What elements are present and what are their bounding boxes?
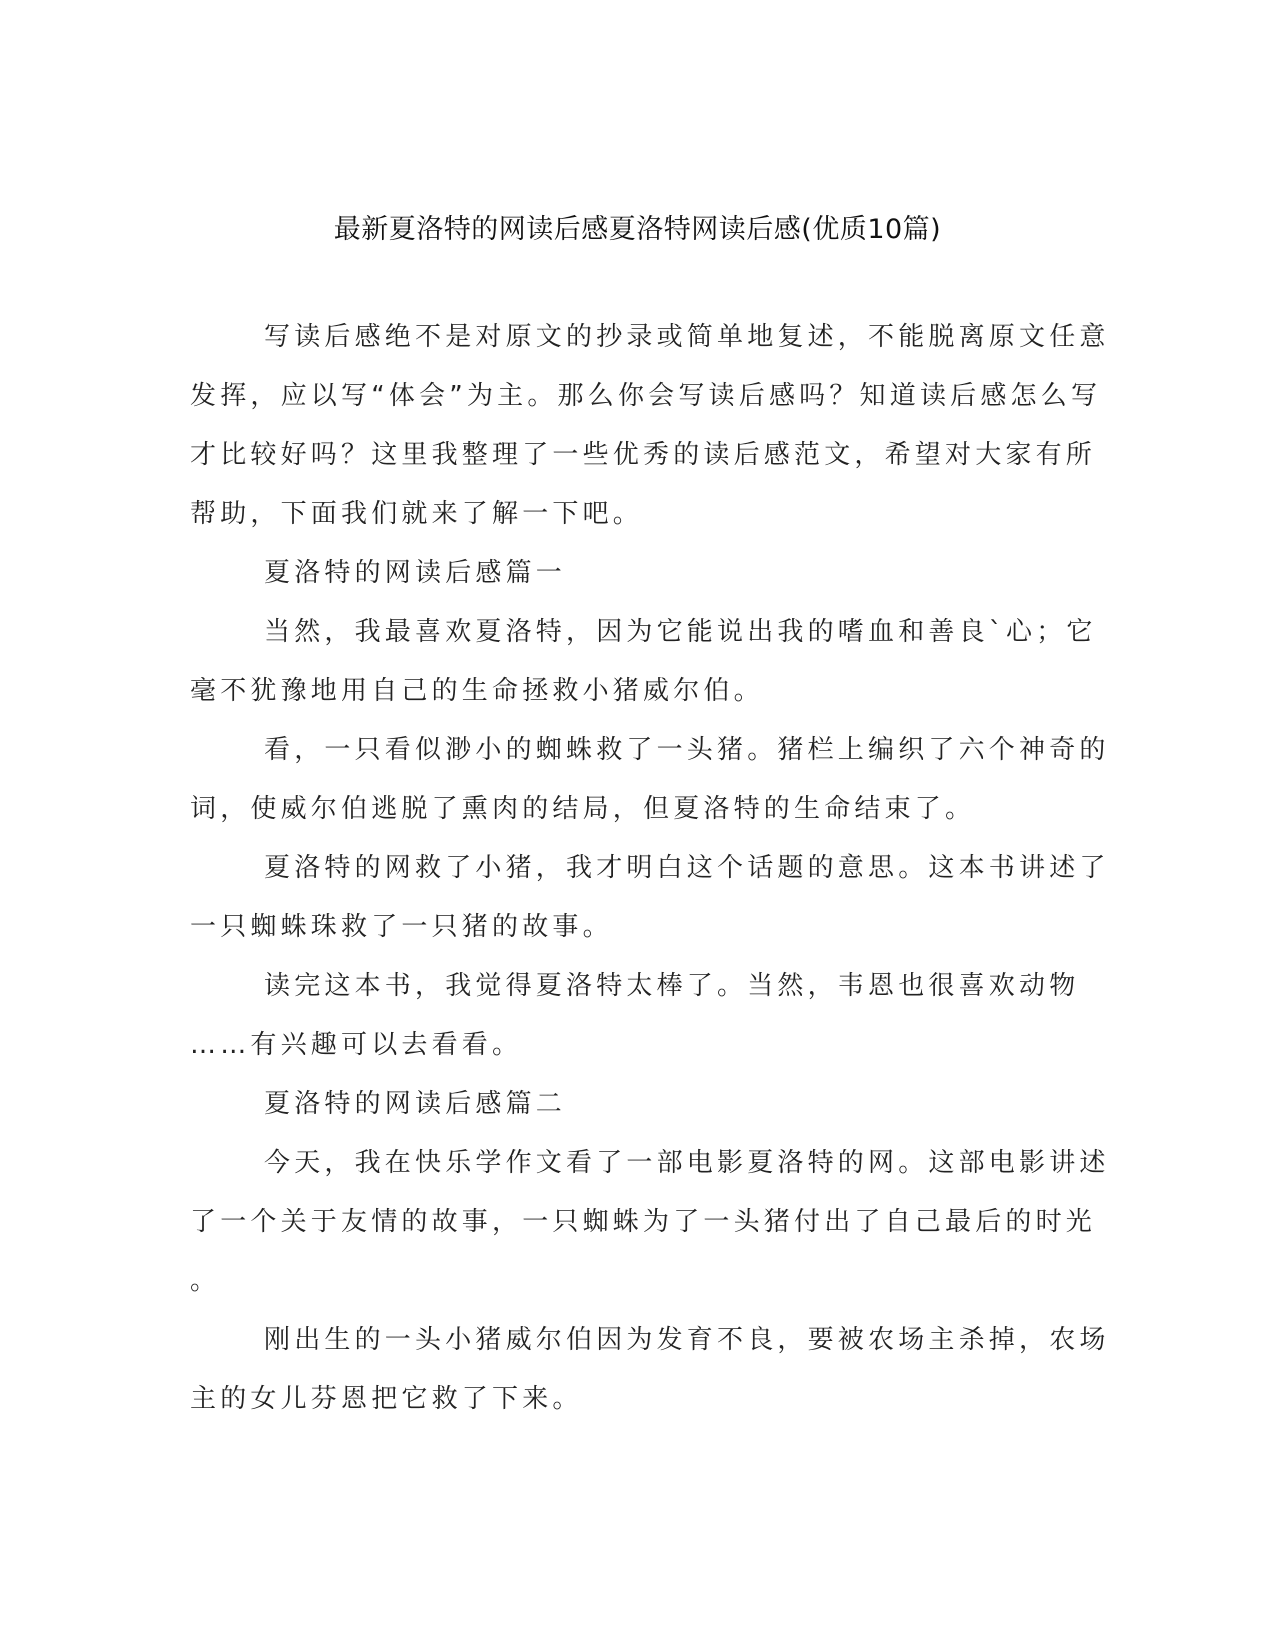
paragraph-3-line-2: 一只蜘蛛珠救了一只猪的故事。 [190, 912, 613, 942]
paragraph-2-line-1: 看，一只看似渺小的蜘蛛救了一头猪。猪栏上编织了六个神奇的 [264, 735, 1110, 765]
paragraph-5-line-1: 今天，我在快乐学作文看了一部电影夏洛特的网。这部电影讲述 [264, 1148, 1110, 1178]
paragraph-1-line-2: 毫不犹豫地用自己的生命拯救小猪威尔伯。 [190, 676, 764, 706]
paragraph-6-line-2: 主的女儿芬恩把它救了下来。 [190, 1384, 583, 1414]
intro-line-3: 才比较好吗？这里我整理了一些优秀的读后感范文，希望对大家有所 [190, 440, 1097, 470]
intro-line-4: 帮助，下面我们就来了解一下吧。 [190, 499, 644, 529]
section-heading-1: 夏洛特的网读后感篇一 [264, 558, 567, 588]
intro-line-1: 写读后感绝不是对原文的抄录或简单地复述，不能脱离原文任意 [264, 322, 1110, 352]
intro-line-2: 发挥，应以写“体会”为主。那么你会写读后感吗？知道读后感怎么写 [190, 381, 1102, 411]
paragraph-1-line-1: 当然，我最喜欢夏洛特，因为它能说出我的嗜血和善良`心；它 [264, 617, 1097, 647]
paragraph-5-line-2: 了一个关于友情的故事，一只蜘蛛为了一头猪付出了自己最后的时光 [190, 1207, 1097, 1237]
paragraph-2-line-2: 词，使威尔伯逃脱了熏肉的结局，但夏洛特的生命结束了。 [190, 794, 976, 824]
paragraph-3-line-1: 夏洛特的网救了小猪，我才明白这个话题的意思。这本书讲述了 [264, 853, 1110, 883]
paragraph-4-line-2: ……有兴趣可以去看看。 [190, 1030, 523, 1060]
paragraph-6-line-1: 刚出生的一头小猪威尔伯因为发育不良，要被农场主杀掉，农场 [264, 1325, 1110, 1355]
section-heading-2: 夏洛特的网读后感篇二 [264, 1089, 567, 1119]
paragraph-5-line-3: 。 [190, 1266, 221, 1296]
document-title: 最新夏洛特的网读后感夏洛特网读后感(优质10篇) [333, 214, 942, 245]
paragraph-4-line-1: 读完这本书，我觉得夏洛特太棒了。当然，韦恩也很喜欢动物 [264, 971, 1080, 1001]
